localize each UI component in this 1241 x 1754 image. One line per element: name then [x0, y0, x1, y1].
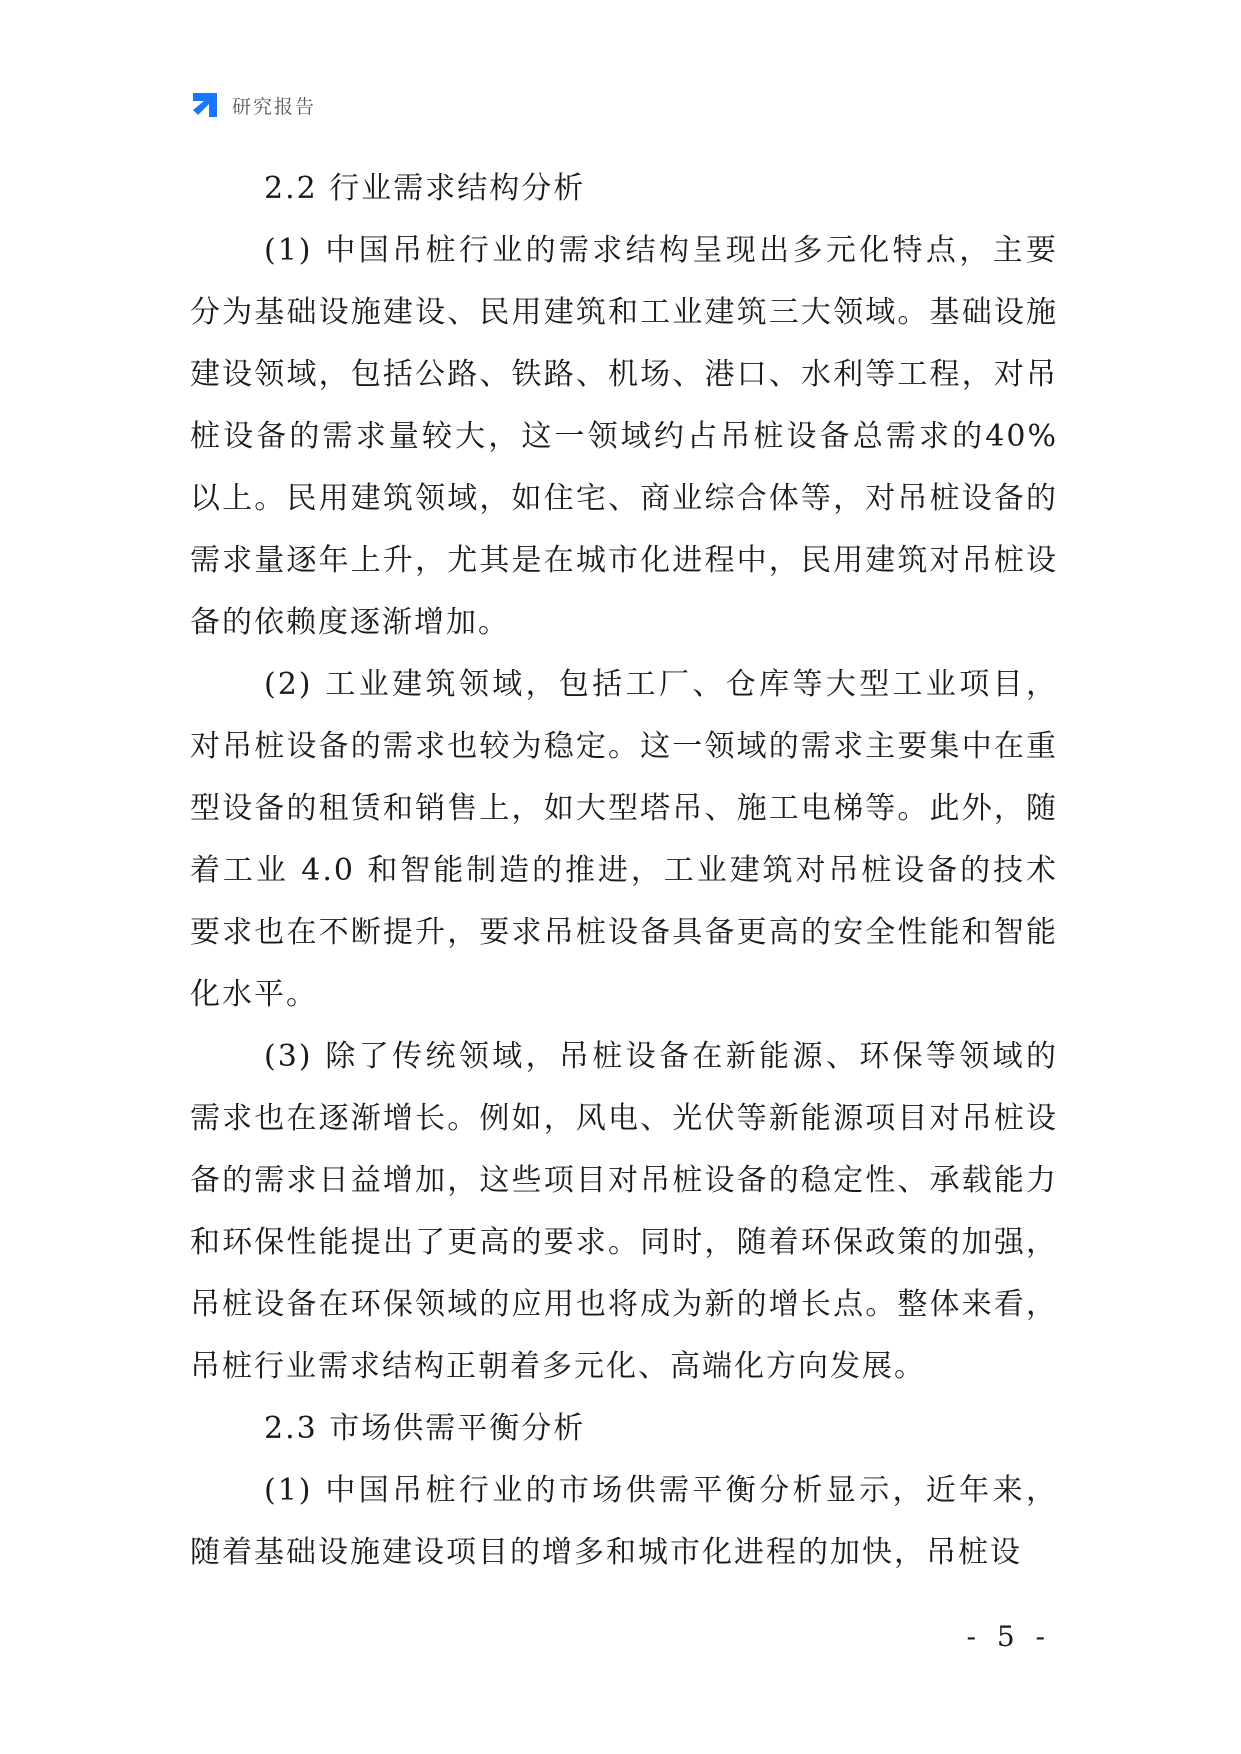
section-heading-2-2: 2.2 行业需求结构分析 — [264, 171, 586, 206]
header-label: 研究报告 — [232, 95, 317, 118]
page-number: - 5 - — [966, 1620, 1051, 1653]
paragraph-2-2-3: (3) 除了传统领域，吊桩设备在新能源、环保等领域的需求也在逐渐增长。例如，风电、光伏等新能源项目对吊桩设备的需求日益增加，这些项目对吊桩设备的稳定性、承载能力和环保性能提出了更高的要求。同时，随着环保政策的加强，吊桩设备在环保领域的应用也将成为新的增长点。整体来看，吊桩行业需求结构正朝着多元化、高端化方向发展。 — [190, 1039, 1058, 1384]
paragraph-2-2-2: (2) 工业建筑领域，包括工厂、仓库等大型工业项目，对吊桩设备的需求也较为稳定。这一领域的需求主要集中在重型设备的租赁和销售上，如大型塔吊、施工电梯等。此外，随着工业 4.0 和智能制造的推进，工业建筑对吊桩设备的技术要求也在不断提升，要求吊桩设备具备更高的安全性能和智能化水平。 — [190, 667, 1058, 1012]
paragraph-2-2-1: (1) 中国吊桩行业的需求结构呈现出多元化特点，主要分为基础设施建设、民用建筑和工业建筑三大领域。基础设施建设领域，包括公路、铁路、机场、港口、水利等工程，对吊桩设备的需求量较大，这一领域约占吊桩设备总需求的40%以上。民用建筑领域，如住宅、商业综合体等，对吊桩设备的需求量逐年上升，尤其是在城市化进程中，民用建筑对吊桩设备的依赖度逐渐增加。 — [190, 233, 1058, 640]
paragraph-2-3-1: (1) 中国吊桩行业的市场供需平衡分析显示，近年来，随着基础设施建设项目的增多和城市化进程的加快，吊桩设 — [190, 1473, 1058, 1570]
section-heading-2-3: 2.3 市场供需平衡分析 — [264, 1411, 586, 1446]
page-header — [190, 88, 316, 122]
document-body — [190, 158, 1058, 1584]
arrow-up-right-icon — [190, 90, 220, 120]
